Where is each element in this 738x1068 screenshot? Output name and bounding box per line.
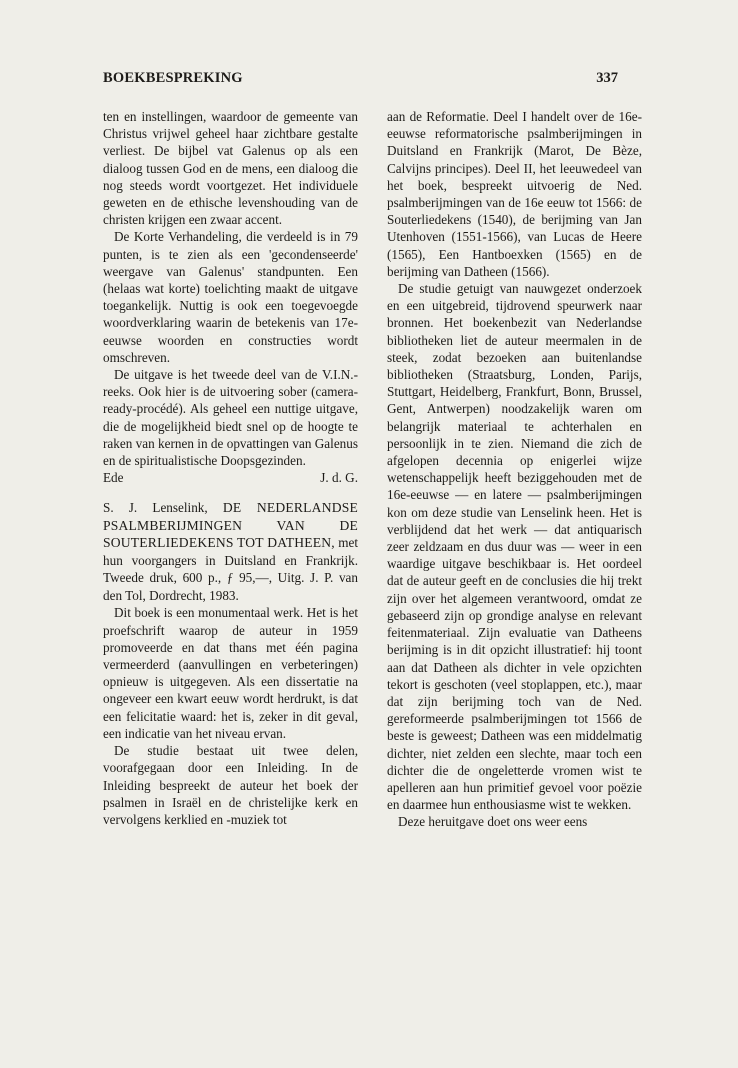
left-column [103, 108, 358, 828]
review-author: S. J. Lenselink, [103, 500, 208, 516]
right-column [387, 108, 642, 831]
paragraph: Dit boek is een monumentaal werk. Het is het proefschrift waarop de auteur in 1959 promoveerde en dat thans met één pagina vermeerderd (aanvullingen en verbeteringen) opnieuw is uitgegeven. Als een dissertatie na ongeveer een kwart eeuw wordt herdrukt, is dat een felicitatie waard: het is, zeker in dit geval, een indicatie van het niveau ervan. [103, 605, 358, 741]
review-signature [103, 469, 358, 486]
page-number: 337 [596, 70, 618, 86]
review-heading [103, 499, 358, 604]
signature-place: Ede [103, 470, 124, 486]
paragraph: Deze heruitgave doet ons weer eens [398, 814, 588, 830]
page-header [103, 70, 618, 94]
paragraph: De uitgave is het tweede deel van de V.I.N.-reeks. Ook hier is de uitvoering sober (camera-ready-procédé). Als geheel een nuttige uitgave, die de mogelijkheid biedt snel op de hoogte te raken van kernen in de opvattingen van Galenus en de spiritualistische Doopsgezinden. [103, 367, 358, 469]
paragraph: ten en instellingen, waardoor de gemeente van Christus vrijwel geheel haar zichtbare gestalte verliest. De bijbel vat Galenus op als een dialoog tussen God en de mens, een dialoog die nog steeds wordt voortgezet. Het individuele geweten en de ethische levenshouding van de christen krijgen een zwaar accent. [103, 109, 358, 228]
review-details: met hun voorgangers in Duitsland en Frankrijk. Tweede druk, 600 p., ƒ 95,—, Uitg. J. P. van den Tol, Dordrecht, 1983. [103, 535, 358, 603]
review-title: DE NEDERLANDSE PSALMBERIJMINGEN VAN DE SOUTERLIEDEKENS TOT DATHEEN, [103, 500, 358, 551]
running-head: BOEKBESPREKING [103, 70, 243, 86]
signature-initials: J. d. G. [320, 470, 358, 486]
paragraph: De studie bestaat uit twee delen, voorafgegaan door een Inleiding. In de Inleiding bespreekt de auteur het boek der psalmen in Israël en de christelijke kerk en vervolgens kerklied en -muziek tot [103, 743, 358, 827]
paragraph: De Korte Verhandeling, die verdeeld is in 79 punten, is te zien als een 'gecondenseerde' weergave van Galenus' standpunten. Een (helaas wat korte) toelichting maakt de uitgave toegankelijk. Nuttig is ook een toegevoegde woordverklaring waarin de betekenis van 17e-eeuwse woorden en constructies wordt omschreven. [103, 229, 358, 365]
paragraph: De studie getuigt van nauwgezet onderzoek en een uitgebreid, tijdrovend speurwerk naar bronnen. Het boekenbezit van Nederlandse bibliotheken liet de auteur meermalen in de steek, zodat bezoeken aan buitenlandse bibliotheken (Straatsburg, Londen, Parijs, Stuttgart, Heidelberg, Frankfurt, Bonn, Brussel, Gent, Antwerpen) noodzakelijk waren om belangrijk materiaal te achterhalen en persoonlijk in te zien. Niemand die zich de afgelopen decennia op enigerlei wijze wetenschappelijk heeft beziggehouden met de 16e-eeuwse — en latere — psalmberijmingen kon om deze studie van Lenselink heen. Het is verblijdend dat het werk — dat antiquarisch zeer zeldzaam en dus duur was — weer in een waardige uitgave beschikbaar is. Het oordeel dat de auteur geeft en de conclusies die hij trekt zijn over het algemeen verantwoord, omdat ze gebaseerd zijn op grondige analyse en relevant feitenmateriaal. Zijn evaluatie van Datheens berijming is in dit opzicht illustratief: hij toont aan dat Datheen als dichter in vele opzichten tekort is geschoten (veel stoplappen, etc.), maar dat zijn berijming toch van de Ned. gereformeerde psalmberijmingen tot 1566 de beste is geweest; Datheen was een middelmatig dichter, niet zelden een slechte, maar toch een dichter die de ongeletterde vromen wist te apelleren aan hun primitief gevoel voor poëzie en daarmee hun enthousiasme wist te wekken. [387, 281, 642, 813]
paragraph: aan de Reformatie. Deel I handelt over de 16e-eeuwse reformatorische psalmberijmingen in Duitsland en Frankrijk (Marot, De Bèze, Calvijns principes). Deel II, het leeuwedeel van het boek, bespreekt uitvoerig de Ned. psalmberijmingen van de 16e eeuw tot 1566: de Souterliedekens (1540), de berijming van Jan Utenhoven (1551-1566), van Lucas de Heere (1565), Een Hantboexken (1565) en de berijming van Datheen (1566). [387, 109, 642, 279]
